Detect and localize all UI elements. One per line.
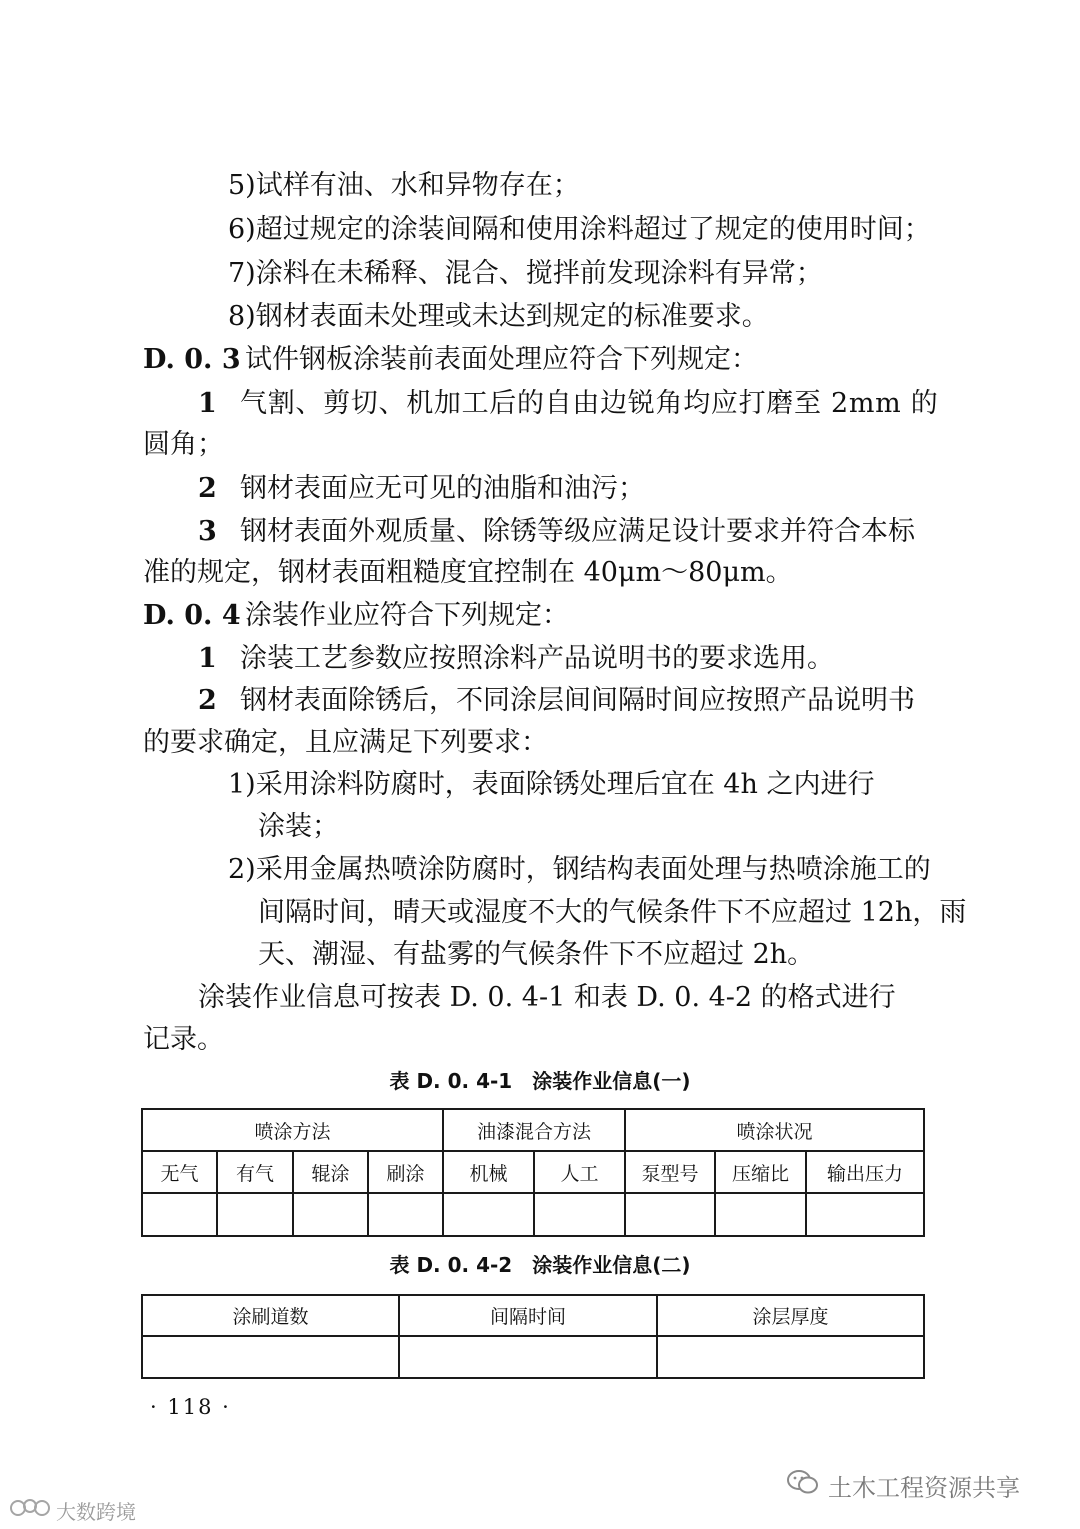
header-coat-count: 涂刷道数 (142, 1295, 399, 1336)
d04-item1-text: 涂装工艺参数应按照涂料产品说明书的要求选用。 (240, 643, 834, 674)
table-cell (657, 1336, 924, 1378)
d03-item3-number: 3 (198, 516, 217, 547)
table-cell (625, 1193, 715, 1236)
brand-logo-icon (8, 1496, 52, 1525)
clause-d03-heading: 试件钢板涂装前表面处理应符合下列规定： (245, 344, 758, 375)
item-7: 7)涂料在未稀释、混合、搅拌前发现涂料有异常； (228, 258, 823, 289)
header-output-pressure: 输出压力 (806, 1151, 924, 1193)
table-cell (368, 1193, 443, 1236)
watermark-left (8, 1495, 136, 1525)
d04-item2-text: 钢材表面除锈后，不同涂层间间隔时间应按照产品说明书 (240, 685, 915, 716)
table-cell (534, 1193, 625, 1236)
group-spray-condition: 喷涂状况 (625, 1109, 924, 1151)
sub-item-1: 1)采用涂料防腐时，表面除锈处理后宜在 4h 之内进行 (228, 769, 875, 800)
d03-item1-continuation: 圆角； (143, 429, 224, 460)
table-cell (142, 1193, 217, 1236)
d03-item2-number: 2 (198, 473, 217, 504)
watermark-right (786, 1465, 1020, 1505)
table-cell (399, 1336, 657, 1378)
watermark-left-text: 大数跨境 (56, 1499, 136, 1524)
d03-item3-text: 钢材表面外观质量、除锈等级应满足设计要求并符合本标 (240, 516, 915, 547)
sub-item-2: 2)采用金属热喷涂防腐时，钢结构表面处理与热喷涂施工的 (228, 854, 931, 885)
table-cell (715, 1193, 806, 1236)
table-cell (443, 1193, 534, 1236)
page-number: · 118 · (150, 1395, 231, 1419)
group-paint-mixing-method: 油漆混合方法 (443, 1109, 625, 1151)
chat-bubble-icon (786, 1468, 820, 1502)
item-8: 8)钢材表面未处理或未达到规定的标准要求。 (228, 301, 769, 332)
d03-item2-text: 钢材表面应无可见的油脂和油污； (240, 473, 645, 504)
header-compression-ratio: 压缩比 (715, 1151, 806, 1193)
sub-item-1-continuation: 涂装； (258, 811, 339, 842)
item-6: 6)超过规定的涂装间隔和使用涂料超过了规定的使用时间； (228, 214, 931, 245)
d04-item2-continuation: 的要求确定，且应满足下列要求： (143, 727, 548, 758)
header-mechanical: 机械 (443, 1151, 534, 1193)
d03-item1-number: 1 (198, 388, 217, 419)
table-coating-info-1 (141, 1108, 925, 1237)
clause-d04-heading: 涂装作业应符合下列规定： (245, 600, 569, 631)
header-brush: 刷涂 (368, 1151, 443, 1193)
clause-d03-number: D. 0. 3 (143, 344, 241, 375)
d03-item1-text: 气割、剪切、机加工后的自由边锐角均应打磨至 2mm 的 (240, 388, 939, 419)
header-interval-time: 间隔时间 (399, 1295, 657, 1336)
clause-d04-number: D. 0. 4 (143, 600, 241, 631)
record-note: 涂装作业信息可按表 D. 0. 4-1 和表 D. 0. 4-2 的格式进行 (198, 982, 896, 1013)
group-spray-method: 喷涂方法 (142, 1109, 443, 1151)
table-cell (217, 1193, 293, 1236)
table-coating-info-2 (141, 1294, 925, 1379)
sub-item-2-continuation-2: 天、潮湿、有盐雾的气候条件下不应超过 2h。 (258, 939, 815, 970)
watermark-right-text: 土木工程资源共享 (828, 1473, 1020, 1502)
sub-item-2-continuation-1: 间隔时间，晴天或湿度不大的气候条件下不应超过 12h，雨 (258, 897, 967, 928)
item-5: 5)试样有油、水和异物存在； (228, 170, 580, 201)
header-roller: 辊涂 (293, 1151, 368, 1193)
d04-item2-number: 2 (198, 685, 217, 716)
table1-caption: 表 D. 0. 4-1 涂装作业信息(一) (389, 1069, 691, 1093)
header-airless: 无气 (142, 1151, 217, 1193)
header-manual: 人工 (534, 1151, 625, 1193)
table2-caption: 表 D. 0. 4-2 涂装作业信息(二) (389, 1253, 691, 1277)
header-coating-thickness: 涂层厚度 (657, 1295, 924, 1336)
d03-item3-continuation: 准的规定，钢材表面粗糙度宜控制在 40μm～80μm。 (143, 557, 793, 588)
table-cell (806, 1193, 924, 1236)
table-cell (293, 1193, 368, 1236)
header-air: 有气 (217, 1151, 293, 1193)
table-cell (142, 1336, 399, 1378)
d04-item1-number: 1 (198, 643, 217, 674)
record-note-continuation: 记录。 (143, 1024, 224, 1055)
header-pump-model: 泵型号 (625, 1151, 715, 1193)
